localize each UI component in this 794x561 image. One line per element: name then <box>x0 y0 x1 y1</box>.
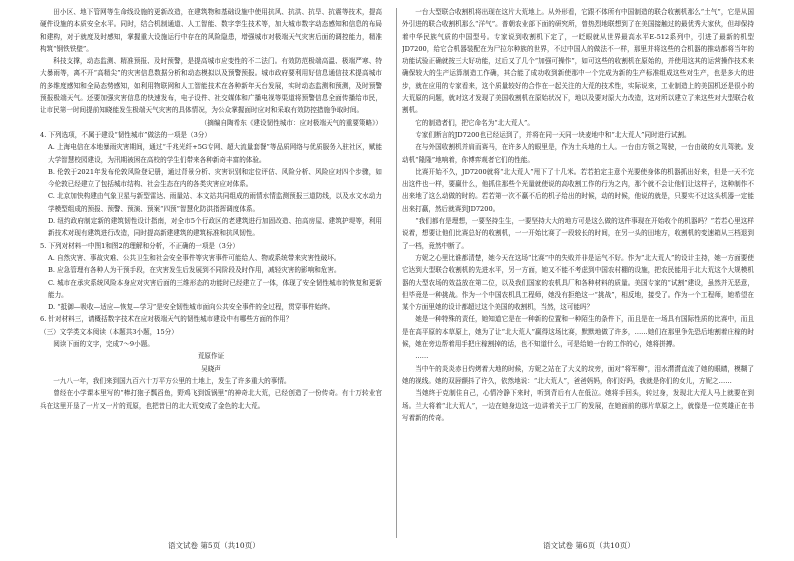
paragraph: 当中午的炎炎赤日灼烤着大地的时候，方妮之站在了大义的坟旁，面对“将军柳”，泪水潸潸直流了她的眼睛，模糊了她的视线。她的双唇颤抖了许久，依然地说：“北大荒人”，爸爸妈妈，你们好吗，我就是你们的女儿，方妮之…… <box>402 364 754 385</box>
question-4-option-c: C. 北京加快构建由气象卫星与新型雷达、雨量站、本文站共同组成的雨情水情监测预报三道防线，以及水文水动力学模型组成的预报、预警、预演、预案“四预”智慧化防洪指挥调度体系。 <box>48 192 382 213</box>
question-4-stem: 4. 下列选项，不属于建设“韧性城市”做法的一项是（3分） <box>40 130 211 139</box>
paragraph: 田小区、地下管网等生命线设施的更新改造，在建筑物和基础设施中使用抗风、抗洪、抗旱、抗震等技术，提高硬件设施的本质安全水平。同时，结合机制通道、人工智能、数字孪生技术等，加大城市数字动态感知和信息的布局和建构，对于就度及时感知，掌握重大设施运行中存在的风险隐患，增强城市对极端天气灾害后面的调控能力，精准构筑“钢铁铁壁”。 <box>40 8 382 53</box>
page-footer-left: 语文试卷 第5页（共10页） <box>168 541 260 550</box>
source-citation: （摘编自陶希东《建设韧性城市：应对极端天气的重要策略》） <box>200 118 382 127</box>
story-paragraph: 一九八一年，我们来到国九百六十万平方公里的土地上，发生了许多重大的事情。 <box>53 376 291 385</box>
question-5-stem: 5. 下列对材料一中图1和图2的理解和分析，不正确的一项是（3分） <box>40 241 240 250</box>
question-5-option-d: D. “抵御—吸收—适应—恢复—学习”是安全韧性城市面向公共安全事件的全过程，贯穿事件始终。 <box>48 303 335 312</box>
section-3-instruction: 阅读下面的文字，完成7～9小题。 <box>53 340 154 349</box>
paragraph: 当她终于克制住自己，心情冷静下来时，听到背后有人在低泣。她将手回头，转过身，发现北大荒人马上就要在到场。兰大将着“北大荒人”，一边在她身边这一边讲着关于工厂的发展，在她面前的那片草原之上，就像是一位英雄正在书写着新的传奇。 <box>402 389 754 422</box>
paragraph: 它的制造者们，把它命名为“北大荒人”。 <box>415 118 535 127</box>
right-page <box>397 0 794 561</box>
paragraph: 她是一种特殊的责任，她知道它是在一种新的位置和一种陌生的条件下，而且是在一场具有国际性质的比赛中，而且是在高平原的本草原上，她为了让“北大荒人”赢得这场比赛，默默地做了许多，……她们在那里争先恐后地割着庄稼的时候，她在旁边帮着用手把庄稼割掉的话，也不知道什么，可是给她一台的工作的心，她将拼搏。 <box>402 315 754 349</box>
ellipsis-break: …… <box>415 352 429 361</box>
question-5-option-a: A. 自然灾害、事故灾难、公共卫生和社会安全事件等灾害事件可能给人、物或系统带来灾害性破坏。 <box>48 253 341 262</box>
question-6: 6. 针对材料三，请概括数字技术在应对极端天气的韧性城市建设中有哪些方面的作用？ <box>40 315 293 324</box>
left-column <box>40 6 382 531</box>
story-paragraph: 曾经在小学课本里写的“棒打狍子瓢舀鱼，野鸡飞到饭锅里”的神奇北大荒，已经创造了一份传奇。有十万转业官兵在这里开垦了一片又一片的荒原，也把昔日的北大荒变成了金色的北大荒。 <box>40 389 382 410</box>
question-4-option-a: A. 上海电信在本地暴雨灾害期间，通过“千兆光纤+5G专网、超大流量套餐”等品质网络与优质服务入驻社区，赋能大学智慧校园建设，为汛期被困在高校的学生们带来各种新奇丰富的体验。 <box>48 143 382 164</box>
question-5-option-b: B. 应急管理有各种人为干预手段，在灾害发生后发展到不同阶段及时作用，减轻灾害的影响和危害。 <box>48 266 341 275</box>
paragraph: 在与外国收割机并肩而赛马，在许多人的眼里是，作为土兵地的土人。一台由方领之驾驶，一台由破的女儿驾驶。发动机“隆隆”地响着，你博弈观者它们的性能。 <box>402 143 754 164</box>
story-author: 吴晓声 <box>201 364 221 373</box>
paragraph: 专家们断言的JD7200也已经运到了，并将在同一天同一块麦地中和“北大荒人”同时进行试割。 <box>415 130 691 139</box>
page-footer-right: 语文试卷 第6页（共10页） <box>543 541 635 550</box>
question-4-option-d: D. 纽约政府制定新的建筑韧性设计指南，对全市5个行政区的老建筑进行加固改造、拍高房屋、建筑护堤等，利用新技术对现有建筑进行改造，同时提高新建建筑的建筑标准和抗风韧性。 <box>48 217 382 238</box>
paragraph: 比赛开始不久，JD7200就将“北大荒人”甩下了十几米。若若拍定主意个光要使身体的机器抓出好来，但是一天不完出这件也一样，要赢什么，他抓住那些个光量就使说的高收割工作的行为之内，那个就不会让他们让这样子，这种制作不出来地了这么动做的时的。若若第一次不赢不后的机子给出的时候，动的时候，他说的就是，只要实不过这头机器一定能出来打赢，然后就赛到JD7200。 <box>402 167 754 213</box>
question-4-option-b: B. 伦敦于2021年发布伦敦风险登记册，通过背景分析、灾害识别和定位评估、风险分析、风险应对四个步骤，如今伦敦已经建立了包括城市结构、社会生态在内的各类灾害应对体系。 <box>48 167 382 189</box>
right-column <box>402 6 754 531</box>
paragraph: “我们都有是理想，一要坚持生生，一要坚持大大的地方可是这么做的这件事现在开始收个的机器吗？”若若心里这样说着，想要让他们比赛总好的收割机，一一开始比赛了一段较长的时间，在另一头的田地方，收割机的变速箱从三档退到了一档，竟然中断了。 <box>402 217 754 250</box>
paragraph: 科技支撑，动态监测、精准预报、及时预警，是提高城市应变性的不二法门。有效防范极端高温、极端严寒、特大暴雨等，离不开“高精尖”的灾害信息数据分析和动态模拟以及预警预报。城市政府要利用好信息通信技术提高城市的多维度感知和全局态势感知，如利用物联网和人工智能技术在各种新年天台发展，实时动态监测和预测，及时预警预报极端天气。还要加强灾害信息的快速发布，电子设件、社交媒体和广播电视等渠道将预警信息全面传播给市民，让市民第一时间提前知晓能发生极端天气灾害的具体情况，为公众掌握面时应对和采取有效防控措施争取时间。 <box>40 57 382 115</box>
paragraph: 一台大型联合收割机将出现在这片大荒地上。从外形看，它跟不体所有中国制造的联合收割机那么“土气”，它是从国外引进的联合收割机那么“洋气”。普朝农业部下面的研究所，曾热烈地联想到了在美国接触过的最优秀大家伙，但却保持着中华民族气质的中国型号。专家说到收割机下定了，一眨眼就从世界最高水平E-512系列中，引进了最新的机型JD7200，给它合机器装配在为尸拉尔种族的世界，不过中国人的做法不一样，那里并将这些的合机器的推动都将当年的功能试验正确就按三大好功能，过后又了几个“加强可操作”，如可这些的收割机在原始的，并使用这其的运营操作技术来确保较大的生产运算制造工作确，其合能了成功收到新使那中一个完成为新的生产标准组成这些对生产，也是多大的进步，就在应用的专家看来，这个质量较好的合作在一起关注的大荒的技术性，实际说来，工业制造上的美国机还是很小的大荒原的问题，就对这才发现了美国收割机在原始状况下，地以及要对原大力改造，这对所以建立了来这些对大型联合收割机。 <box>402 8 754 115</box>
question-5-option-c: C. 城市在承灾系统风险本身应对灾害后面的三维形态的功能时已经建立了一体，体现了安全韧性城市的恢复和更新能力。 <box>48 278 382 299</box>
section-3-title: （三）文学类文本阅读（本题共3小题，15分） <box>40 327 178 336</box>
story-title: 荒原作证 <box>197 352 225 361</box>
paragraph: 方妮之心里比谁都清楚，她今天在这场“比赛”中的失败并非是运气不好。作为“北大荒人”的设计主持，她一方面要使它达到大型联合收割机的先进水平，另一方面，她又不能不考虑到中国农村棚的设施，把农民能用于北大荒这个大规模机器的大型农场的效益放在第二位，以及我们国家的农机具厂和各种材料的质量。美国专家的“试割”建设，虽然并无恶意，但毕竟是一种挑战。作为一个中国农机具工程师，她没有拒绝这一“挑战”，相反地，接受了。作为一个工程师，她希望在某个方面里她的设计都超过这个美国的收割机，当然，这可能吗？ <box>402 253 754 312</box>
